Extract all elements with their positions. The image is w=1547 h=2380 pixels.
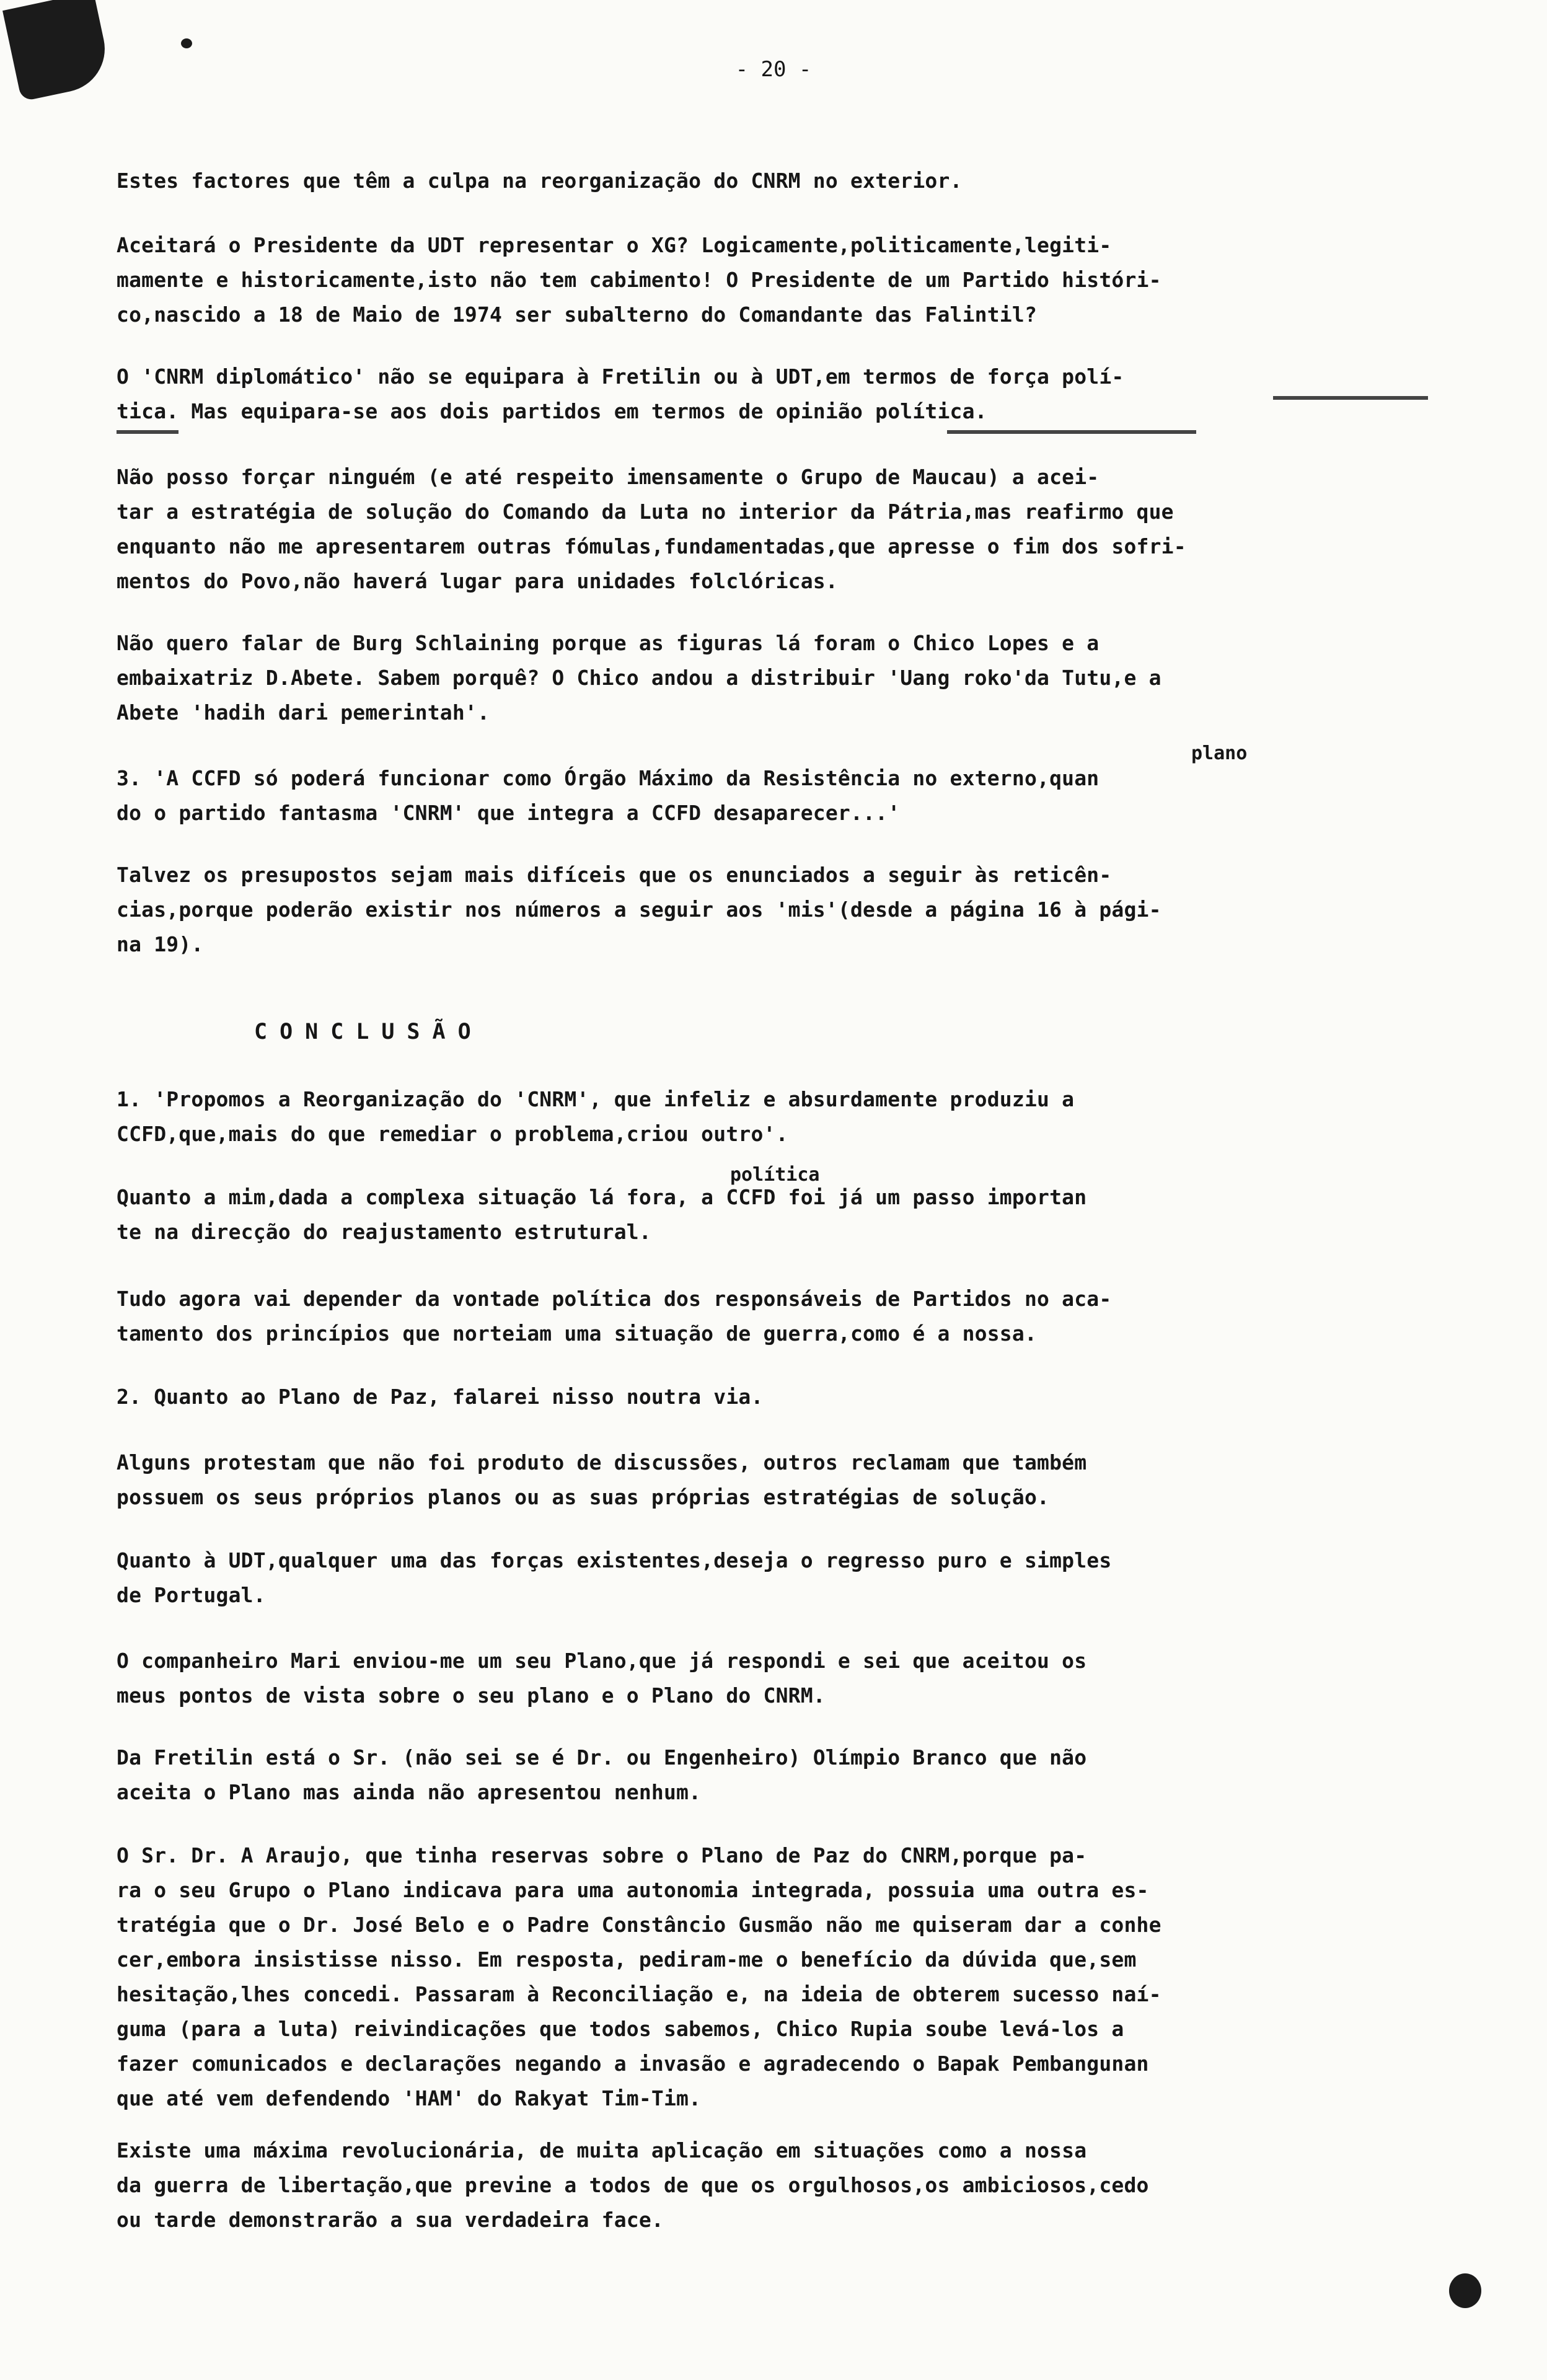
paragraph-8: 1. 'Propomos a Reorganização do 'CNRM', que infeliz e absurdamente produziu a CCFD,que,mais do que remediar o problema,criou outro'. [117, 1087, 1075, 1146]
underline-opiniao-politica [947, 430, 1196, 434]
paragraph-9: Quanto a mim,dada a complexa situação lá fora, a CCFD foi já um passo importan te na direcção do reajustamento estrutural. [117, 1185, 1087, 1244]
paragraph-2: Aceitará o Presidente da UDT representar o XG? Logicamente,politicamente,legiti- mamente e historicamente,isto não tem cabimento! O Presidente de um Partido históri- co,nascido a 18 de Maio de 1974 ser subalterno do Comandante das Falintil? [117, 233, 1161, 327]
paragraph-16: O Sr. Dr. A Araujo, que tinha reservas sobre o Plano de Paz do CNRM,porque pa- ra o seu Grupo o Plano indicava para uma autonomia integrada, possuia uma outra es- tratégia que o Dr. José Belo e o Padre Constâncio Gusmão não me quiseram dar a conhe cer,embora insistisse nisso. Em resposta, pediram-me o benefício da dúvida que,sem hesitação,lhes concedi. Passaram à Reconciliação e, na ideia de obterem sucesso naí- guma (para a luta) reivindicações que todos sabemos, Chico Rupia soube levá-los a fazer comunicados e declarações negando a invasão e agradecendo o Bapak Pembangunan que até vem defendendo 'HAM' do Rakyat Tim-Tim. [117, 1843, 1161, 2110]
paragraph-13: Quanto à UDT,qualquer uma das forças existentes,deseja o regresso puro e simples de Portugal. [117, 1548, 1112, 1607]
paragraph-6: 3. 'A CCFD só poderá funcionar como Órgão Máximo da Resistência no externo,quan do o partido fantasma 'CNRM' que integra a CCFD desaparecer...' [117, 766, 1100, 825]
paragraph-3: O 'CNRM diplomático' não se equipara à Fretilin ou à UDT,em termos de força polí- tica. Mas equipara-se aos dois partidos em termos de opinião política. [117, 364, 1124, 423]
paragraph-15: Da Fretilin está o Sr. (não sei se é Dr. ou Engenheiro) Olímpio Branco que não aceita o Plano mas ainda não apresentou nenhum. [117, 1745, 1087, 1804]
section-heading: CONCLUSÃO [254, 1020, 483, 1044]
handwritten-insert-plano: plano [1191, 743, 1248, 764]
paragraph-7: Talvez os presupostos sejam mais difíceis que os enunciados a seguir às reticên- cias,porque poderão existir nos números a seguir aos 'mis'(desde a página 16 à pági- na 19). [117, 863, 1161, 956]
paragraph-5: Não quero falar de Burg Schlaining porque as figuras lá foram o Chico Lopes e a embaixatriz D.Abete. Sabem porquê? O Chico andou a distribuir 'Uang roko'da Tutu,e a Abete 'hadih dari pemerintah'. [117, 631, 1161, 725]
page-number: - 20 - [735, 57, 812, 82]
underline-forca-politica [1273, 396, 1428, 400]
paragraph-17: Existe uma máxima revolucionária, de muita aplicação em situações como a nossa da guerra de libertação,que previne a todos de que os orgulhosos,os ambiciosos,cedo ou tarde demonstrarão a sua verdadeira face. [117, 2138, 1149, 2232]
paragraph-1: Estes factores que têm a culpa na reorganização do CNRM no exterior. [117, 169, 963, 193]
paragraph-11: 2. Quanto ao Plano de Paz, falarei nisso noutra via. [117, 1385, 764, 1409]
paragraph-12: Alguns protestam que não foi produto de discussões, outros reclamam que também possuem os seus próprios planos ou as suas próprias estratégias de solução. [117, 1450, 1087, 1509]
underline-tica [117, 430, 178, 434]
paragraph-10: Tudo agora vai depender da vontade política dos responsáveis de Partidos no aca- tamento dos princípios que norteiam uma situação de guerra,como é a nossa. [117, 1287, 1112, 1346]
ink-speck [181, 38, 192, 48]
paragraph-4: Não posso forçar ninguém (e até respeito imensamente o Grupo de Maucau) a acei- tar a estratégia de solução do Comando da Luta no interior da Pátria,mas reafirmo que enquanto não me apresentarem outras fómulas,fundamentadas,que apresse o fim dos sofri- mentos do Povo,não haverá lugar para unidades folclóricas. [117, 465, 1186, 593]
punch-hole-mark [1449, 2273, 1481, 2308]
handwritten-insert-politica: política [730, 1164, 820, 1186]
corner-ink-blot [2, 0, 113, 102]
paragraph-14: O companheiro Mari enviou-me um seu Plano,que já respondi e sei que aceitou os meus pontos de vista sobre o seu plano e o Plano do CNRM. [117, 1649, 1087, 1708]
